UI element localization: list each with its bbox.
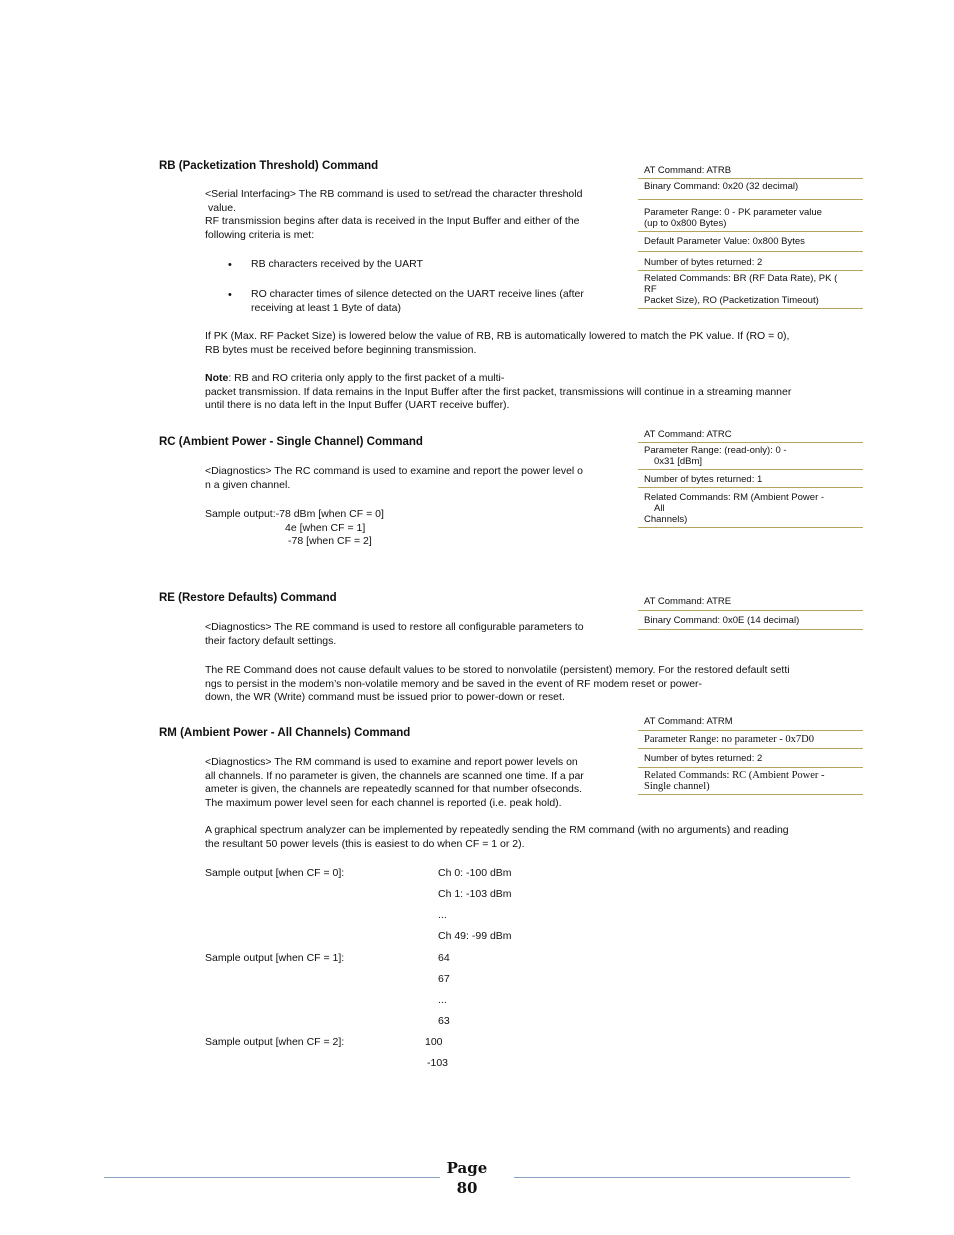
rb-related-commands: Related Commands: BR (RF Data Rate), PK ( RF Packet Size), RO (Packetization Timeout) bbox=[638, 271, 863, 309]
rm-sample2-label: Sample output [when CF = 2]: bbox=[205, 1036, 345, 1048]
re-heading: RE (Restore Defaults) Command bbox=[159, 592, 337, 604]
rm-description: <Diagnostics> The RM command is used to examine and report power levels on all channels. If no parameter is given, the channels are scanned one time. If a par ameter is given, the channels are repeatedly scanned for that number ofseconds. The maximum power level seen for each channel is reported (i.e. peak hold). bbox=[205, 756, 584, 809]
re-binary-command: Binary Command: 0x0E (14 decimal) bbox=[638, 611, 863, 630]
page-number bbox=[446, 1158, 488, 1198]
page-word: Page bbox=[446, 1159, 488, 1177]
rm-related-commands: Related Commands: RC (Ambient Power - Single channel) bbox=[638, 768, 863, 795]
rm-sample2-val-0: 100 bbox=[425, 1036, 443, 1048]
rm-bytes-returned: Number of bytes returned: 2 bbox=[638, 749, 863, 768]
rm-command-table bbox=[638, 714, 863, 795]
re-command-table bbox=[638, 594, 863, 630]
rb-bullet-2: RO character times of silence detected on the UART receive lines (after receiving at least 1 Byte of data) bbox=[251, 288, 584, 314]
rb-bullet-1: RB characters received by the UART bbox=[251, 258, 423, 270]
page-number-value: 80 bbox=[456, 1179, 478, 1197]
rb-heading-rest: Command bbox=[318, 160, 379, 172]
rm-sample0-val-3: Ch 49: -99 dBm bbox=[438, 930, 512, 942]
rb-heading-bold: RB (Packetization Threshold) bbox=[159, 160, 319, 172]
rb-description: <Serial Interfacing> The RB command is used to set/read the character threshold value. RF transmission begins after data is received in the Input Buffer and either of the following criteria is met: bbox=[205, 188, 583, 241]
rm-at-command: AT Command: ATRM bbox=[638, 714, 863, 731]
rb-bullet-1-dot: • bbox=[228, 259, 232, 271]
rm-spectrum-paragraph: A graphical spectrum analyzer can be implemented by repeatedly sending the RM command (with no arguments) and reading the resultant 50 power levels (this is easiest to do when CF = 1 or 2). bbox=[205, 824, 789, 850]
rm-parameter-range: Parameter Range: no parameter - 0x7D0 bbox=[638, 731, 863, 749]
rb-bullet-2-dot: • bbox=[228, 289, 232, 301]
rb-command-table bbox=[638, 163, 863, 309]
rm-heading: RM (Ambient Power - All Channels) Command bbox=[159, 727, 411, 739]
rb-note: Note: RB and RO criteria only apply to the first packet of a multi- packet transmission. If data remains in the Input Buffer after the first packet, transmissions will continue in a streaming manner until there is no data left in the Input Buffer (UART receive buffer). bbox=[205, 372, 792, 411]
rc-sample-output: Sample output:-78 dBm [when CF = 0] 4e [when CF = 1] -78 [when CF = 2] bbox=[205, 508, 384, 547]
rc-related-commands: Related Commands: RM (Ambient Power - All Channels) bbox=[638, 488, 863, 528]
rm-sample0-val-0: Ch 0: -100 dBm bbox=[438, 867, 512, 879]
rc-bytes-returned: Number of bytes returned: 1 bbox=[638, 470, 863, 488]
re-description: <Diagnostics> The RE command is used to restore all configurable parameters to their factory default settings. bbox=[205, 621, 584, 647]
re-paragraph: The RE Command does not cause default values to be stored to nonvolatile (persistent) memory. For the restored default setti ngs to persist in the modem’s non-volatile memory and be saved in the event of RF modem reset or power- down, the WR (Write) command must be issued prior to power-down or reset. bbox=[205, 664, 790, 703]
rc-command-table bbox=[638, 427, 863, 528]
footer-rule-left bbox=[104, 1177, 440, 1178]
rb-pk-paragraph: If PK (Max. RF Packet Size) is lowered below the value of RB, RB is automatically lowered to match the PK value. If (RO = 0), RB bytes must be received before beginning transmission. bbox=[205, 330, 790, 356]
rm-sample2-val-1: -103 bbox=[427, 1057, 449, 1069]
rm-sample0-val-2: ... bbox=[438, 909, 447, 921]
rb-parameter-range: Parameter Range: 0 - PK parameter value (up to 0x800 Bytes) bbox=[638, 200, 863, 232]
rm-sample1-val-3: 63 bbox=[438, 1015, 450, 1027]
rc-heading-rest: Command bbox=[363, 436, 423, 448]
rb-bytes-returned: Number of bytes returned: 2 bbox=[638, 252, 863, 271]
rm-sample1-label: Sample output [when CF = 1]: bbox=[205, 952, 345, 964]
footer-rule-right bbox=[514, 1177, 850, 1178]
rm-sample0-label: Sample output [when CF = 0]: bbox=[205, 867, 345, 879]
rb-heading bbox=[159, 160, 378, 172]
rc-heading-bold: RC (Ambient Power - Single Channel) bbox=[159, 436, 364, 448]
rb-note-label: Note bbox=[205, 372, 229, 384]
rm-sample1-val-1: 67 bbox=[438, 973, 450, 985]
rb-default-value: Default Parameter Value: 0x800 Bytes bbox=[638, 232, 863, 252]
rc-parameter-range: Parameter Range: (read-only): 0 - 0x31 [dBm] bbox=[638, 443, 863, 470]
rc-at-command: AT Command: ATRC bbox=[638, 427, 863, 443]
re-at-command: AT Command: ATRE bbox=[638, 594, 863, 611]
rm-sample0-val-1: Ch 1: -103 dBm bbox=[438, 888, 512, 900]
rc-description: <Diagnostics> The RC command is used to examine and report the power level o n a given channel. bbox=[205, 465, 584, 491]
rm-sample1-val-0: 64 bbox=[438, 952, 450, 964]
rm-sample1-val-2: ... bbox=[438, 994, 447, 1006]
rc-heading bbox=[159, 436, 423, 448]
rb-at-command: AT Command: ATRB bbox=[638, 163, 863, 179]
rb-binary-command: Binary Command: 0x20 (32 decimal) bbox=[638, 179, 863, 200]
